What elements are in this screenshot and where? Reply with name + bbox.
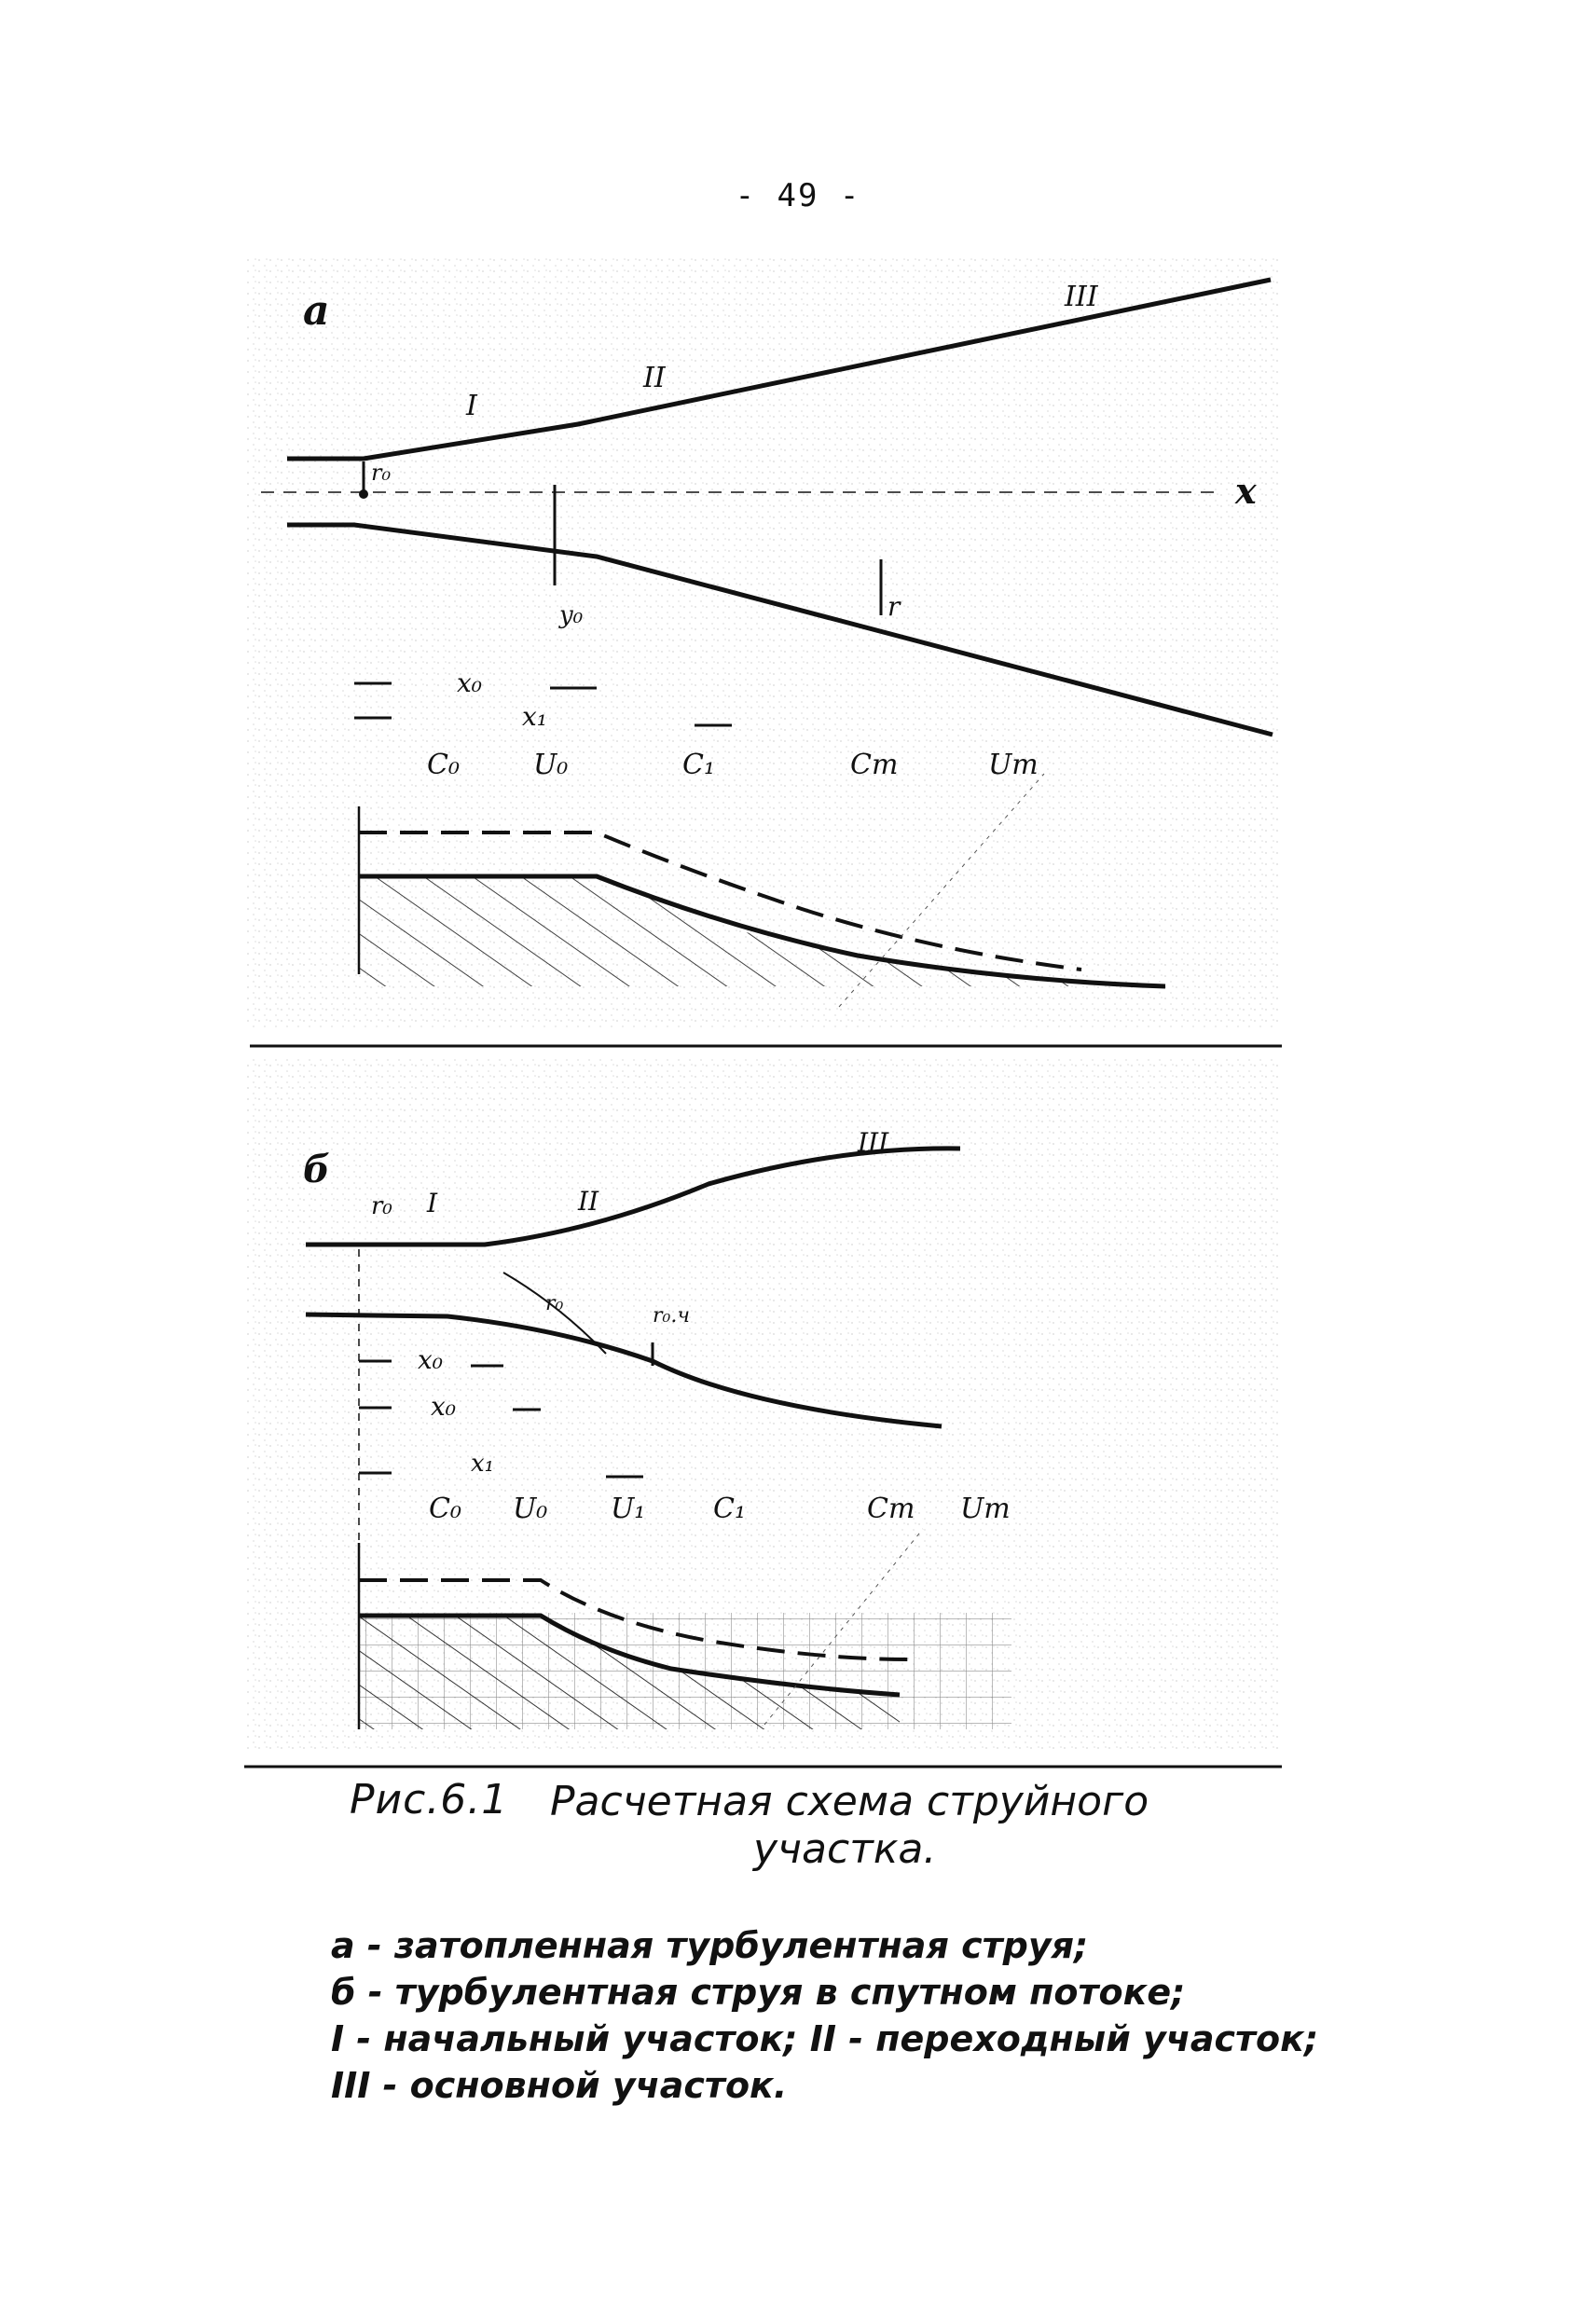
radius-r0-label-b: r₀ <box>371 1192 392 1220</box>
figure-title-line1: Расчетная схема струйного <box>550 1778 1149 1825</box>
zone-label-2-b: II <box>578 1186 599 1217</box>
jet-radius-label: r₀.ч <box>653 1304 691 1328</box>
profile-label-um: Um <box>988 749 1039 781</box>
profile-label-u1-b: U₁ <box>611 1493 646 1525</box>
axis-x-label: x <box>1235 470 1257 512</box>
panel-a-label: а <box>303 287 330 335</box>
legend-line-zones-1-2: I - начальный участок; II - переходный участок; <box>331 2018 1319 2059</box>
x1-label: x₁ <box>522 701 548 732</box>
legend-line-a: а - затопленная турбулентная струя; <box>331 1925 1089 1966</box>
profile-label-c1: C₁ <box>682 749 715 781</box>
profile-label-u0-b: U₀ <box>513 1493 548 1525</box>
zone-label-3-b: III <box>858 1127 889 1158</box>
radius-r0-label: r₀ <box>371 460 392 486</box>
profile-label-um-b: Um <box>960 1493 1011 1525</box>
x0-label: x₀ <box>457 667 483 698</box>
profile-label-cm: Cm <box>850 749 899 781</box>
x0-label-b2: x₀ <box>431 1391 457 1422</box>
profile-label-c0: C₀ <box>427 749 460 781</box>
panel-b <box>244 1058 1282 1767</box>
x0-label-b1: x₀ <box>418 1344 444 1375</box>
legend-line-zone-3: III - основной участок. <box>331 2065 788 2106</box>
page-number: - 49 - <box>735 177 861 214</box>
radius-r-label: r <box>887 591 901 622</box>
x1-label-b: x₁ <box>471 1450 495 1478</box>
legend-line-b: б - турбулентная струя в спутном потоке; <box>331 1972 1186 2013</box>
inner-radius-label: r₀ <box>545 1292 564 1315</box>
profile-label-cm-b: Cm <box>867 1493 915 1525</box>
profile-label-c1-b: C₁ <box>713 1493 746 1525</box>
profile-label-u0: U₀ <box>533 749 569 781</box>
zone-label-3: III <box>1065 281 1098 313</box>
y0-label: y₀ <box>559 601 584 629</box>
figure-title-line2: участка. <box>753 1825 937 1873</box>
zone-label-2: II <box>643 362 666 394</box>
profile-label-c0-b: C₀ <box>429 1493 461 1525</box>
panel-a <box>247 256 1282 1046</box>
panel-b-label: б <box>303 1148 330 1191</box>
zone-label-1: I <box>466 390 477 422</box>
zone-label-1-b: I <box>427 1188 438 1218</box>
figure-number: Рис.6.1 <box>350 1776 509 1823</box>
